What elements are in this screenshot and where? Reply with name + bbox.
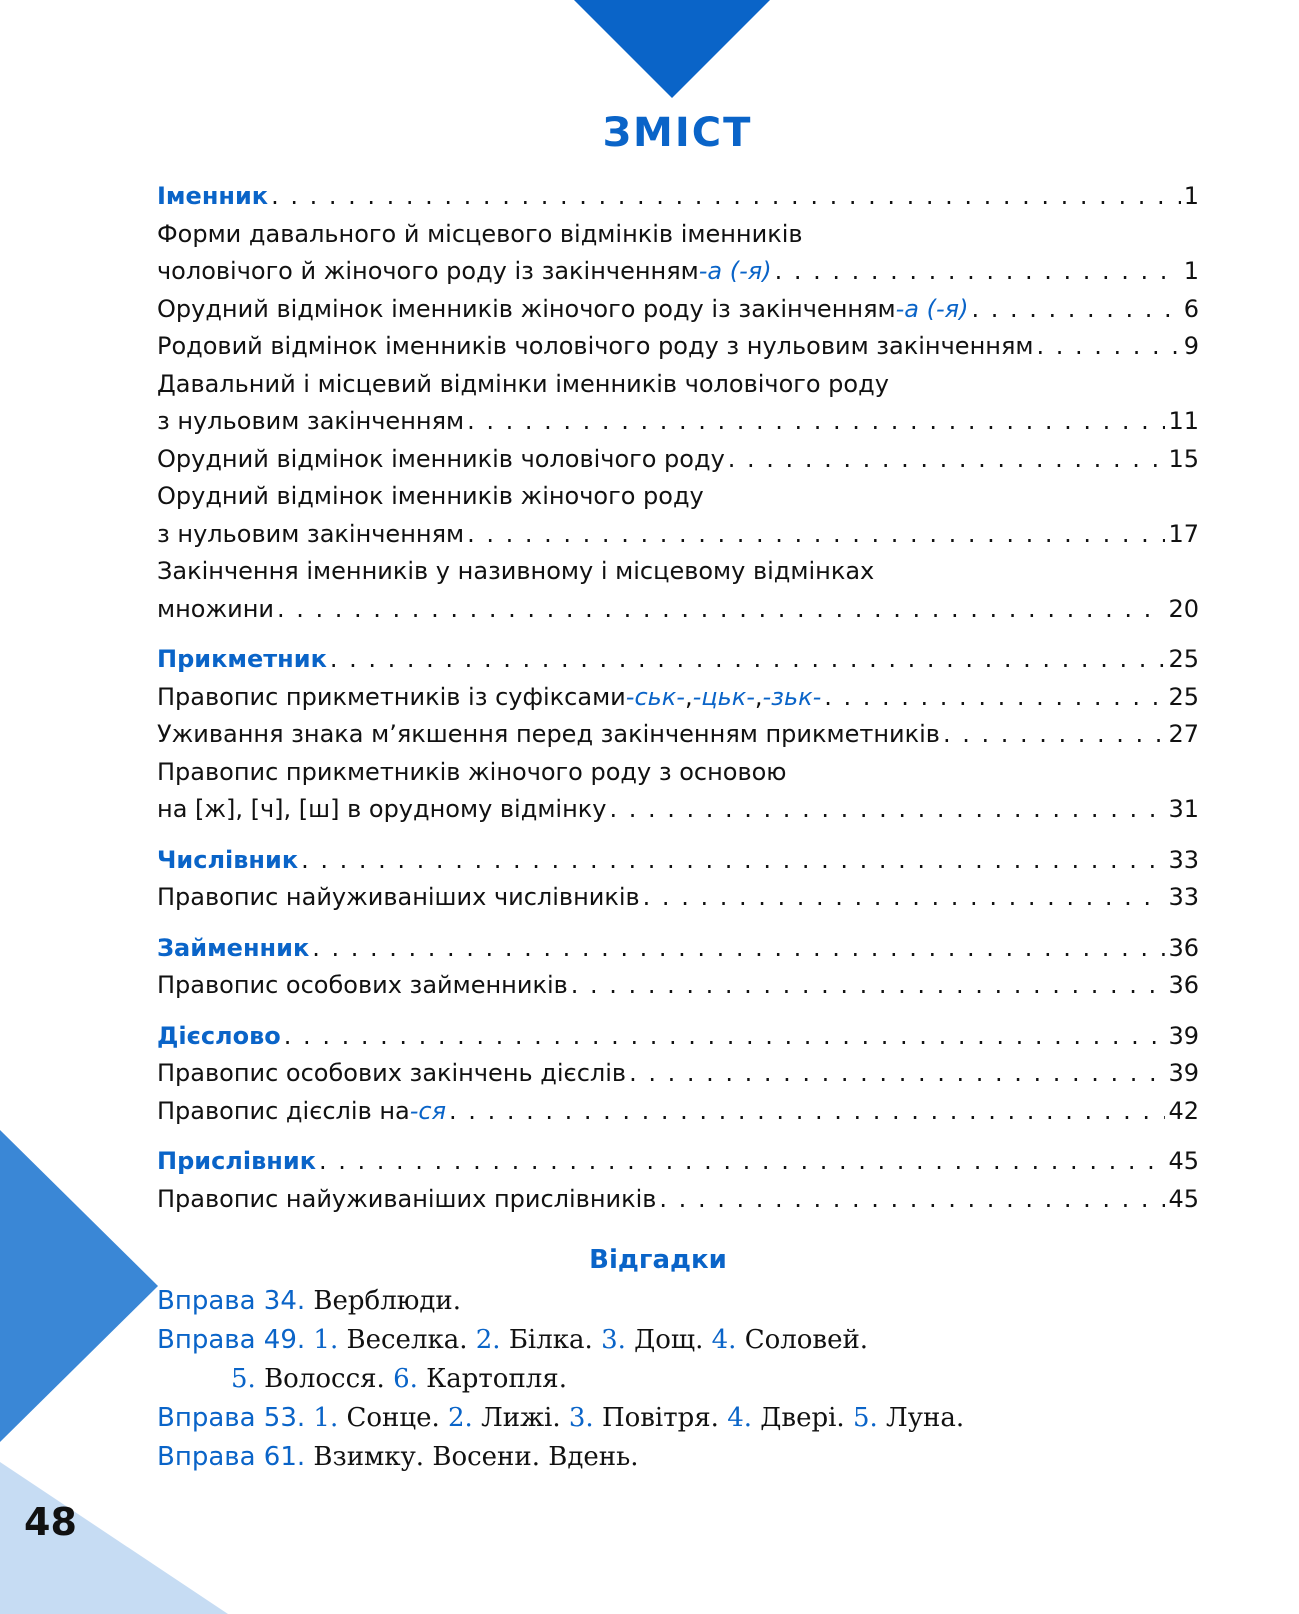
toc-item[interactable]: Давальний і місцевий відмінки іменників чоловічого роду з нульовим закінченням . . . 11	[157, 366, 1199, 441]
answers-title: Відгадки	[589, 1245, 727, 1275]
toc-page: 31	[1168, 795, 1199, 823]
leader-dots	[971, 291, 1180, 329]
leader-dots	[277, 591, 1165, 629]
toc-item[interactable]: Правопис найуживаніших прислівників . . . 45	[157, 1181, 1199, 1219]
toc-section-numeral	[157, 842, 1199, 917]
leader-dots	[449, 1093, 1165, 1131]
toc-page: 11	[1168, 407, 1199, 435]
leader-dots	[609, 791, 1165, 829]
toc-item[interactable]: Родовий відмінок іменників чоловічого роду з нульовим закінченням . . . 9	[157, 328, 1199, 366]
toc-page: 36	[1168, 933, 1199, 962]
toc-page: 33	[1168, 883, 1199, 911]
toc-page: 17	[1168, 519, 1199, 548]
leader-dots	[1037, 328, 1181, 366]
answer-exercise-49-continued: 5. Волосся. 6. Картопля.	[231, 1364, 567, 1394]
toc-section-verb	[157, 1018, 1199, 1131]
toc-heading[interactable]: Займенник . . . 36	[157, 930, 1199, 968]
leader-dots	[775, 253, 1181, 291]
toc-page: 45	[1168, 1184, 1199, 1213]
toc-heading[interactable]: Прикметник . . . 25	[157, 641, 1199, 679]
toc-section-adjective	[157, 641, 1199, 829]
toc-page: 6	[1183, 294, 1199, 323]
toc-page: 45	[1168, 1147, 1199, 1175]
answer-exercise-61: Вправа 61. Взимку. Восени. Вдень.	[157, 1442, 639, 1472]
toc-page: 42	[1168, 1096, 1199, 1125]
toc-heading[interactable]: Числівник . . . 33	[157, 842, 1199, 880]
leader-dots	[467, 403, 1165, 441]
toc-item[interactable]: Закінчення іменників у називному і місцевому відмінках множини . . . 20	[157, 553, 1199, 628]
toc-page: 9	[1183, 332, 1199, 360]
toc-section-noun	[157, 178, 1199, 628]
toc-heading[interactable]: Іменник . . . 1	[157, 178, 1199, 216]
answers-list	[157, 1282, 1257, 1477]
toc-item[interactable]: Форми давального й місцевого відмінків іменників чоловічого й жіночого роду із закінченням -а (-я) . . . 1	[157, 216, 1199, 291]
toc-page: 25	[1168, 682, 1199, 711]
leader-dots	[643, 879, 1166, 917]
toc-item[interactable]: Уживання знака м’якшення перед закінченням прикметників . . . 27	[157, 716, 1199, 754]
toc-item[interactable]: Орудний відмінок іменників жіночого роду із закінченням -а (-я) . . . 6	[157, 291, 1199, 329]
toc-page: 20	[1168, 594, 1199, 623]
top-triangle-decoration	[574, 0, 770, 98]
toc-item[interactable]: Правопис особових займенників . . . 36	[157, 967, 1199, 1005]
page-title: ЗМІСТ	[602, 110, 753, 156]
leader-dots	[728, 441, 1166, 479]
toc-item[interactable]: Правопис дієслів на -ся . . . 42	[157, 1093, 1199, 1131]
table-of-contents	[157, 178, 1199, 1218]
toc-section-adverb	[157, 1143, 1199, 1218]
toc-page: 33	[1168, 845, 1199, 874]
toc-item[interactable]: Правопис найуживаніших числівників . . . 33	[157, 879, 1199, 917]
leader-dots	[284, 1018, 1166, 1056]
leader-dots	[330, 641, 1166, 679]
leader-dots	[659, 1181, 1165, 1219]
toc-page: 25	[1168, 645, 1199, 673]
page-number: 48	[24, 1500, 77, 1544]
leader-dots	[629, 1055, 1165, 1093]
toc-page: 15	[1168, 444, 1199, 473]
answer-exercise-53: Вправа 53. 1. Сонце. 2. Лижі. 3. Повітря. 4. Двері. 5. Луна.	[157, 1403, 965, 1433]
toc-page: 1	[1183, 182, 1199, 210]
leader-dots	[943, 716, 1166, 754]
answer-exercise-49: Вправа 49. 1. Веселка. 2. Білка. 3. Дощ. 4. Соловей.	[157, 1325, 869, 1355]
left-triangle-decoration	[0, 1130, 158, 1442]
leader-dots	[571, 967, 1166, 1005]
toc-heading[interactable]: Прислівник . . . 45	[157, 1143, 1199, 1181]
toc-page: 36	[1168, 971, 1199, 999]
leader-dots	[301, 842, 1165, 880]
toc-page: 39	[1168, 1021, 1199, 1050]
toc-item[interactable]: Орудний відмінок іменників жіночого роду з нульовим закінченням . . . 17	[157, 478, 1199, 553]
leader-dots	[467, 516, 1165, 554]
toc-page: 1	[1183, 257, 1199, 285]
toc-heading[interactable]: Дієслово . . . 39	[157, 1018, 1199, 1056]
toc-page: 39	[1168, 1059, 1199, 1087]
leader-dots	[271, 178, 1181, 216]
answer-exercise-34: Вправа 34. Верблюди.	[157, 1286, 461, 1316]
toc-page: 27	[1168, 720, 1199, 748]
toc-item[interactable]: Правопис прикметників із суфіксами -ськ- , -цьк- , -зьк- . . . 25	[157, 679, 1199, 717]
leader-dots	[312, 930, 1165, 968]
toc-item[interactable]: Правопис особових закінчень дієслів . . . 39	[157, 1055, 1199, 1093]
leader-dots	[824, 679, 1165, 717]
leader-dots	[319, 1143, 1165, 1181]
toc-item[interactable]: Орудний відмінок іменників чоловічого роду . . . 15	[157, 441, 1199, 479]
toc-section-pronoun	[157, 930, 1199, 1005]
toc-item[interactable]: Правопис прикметників жіночого роду з основою на [ж], [ч], [ш] в орудному відмінку . . . 31	[157, 754, 1199, 829]
